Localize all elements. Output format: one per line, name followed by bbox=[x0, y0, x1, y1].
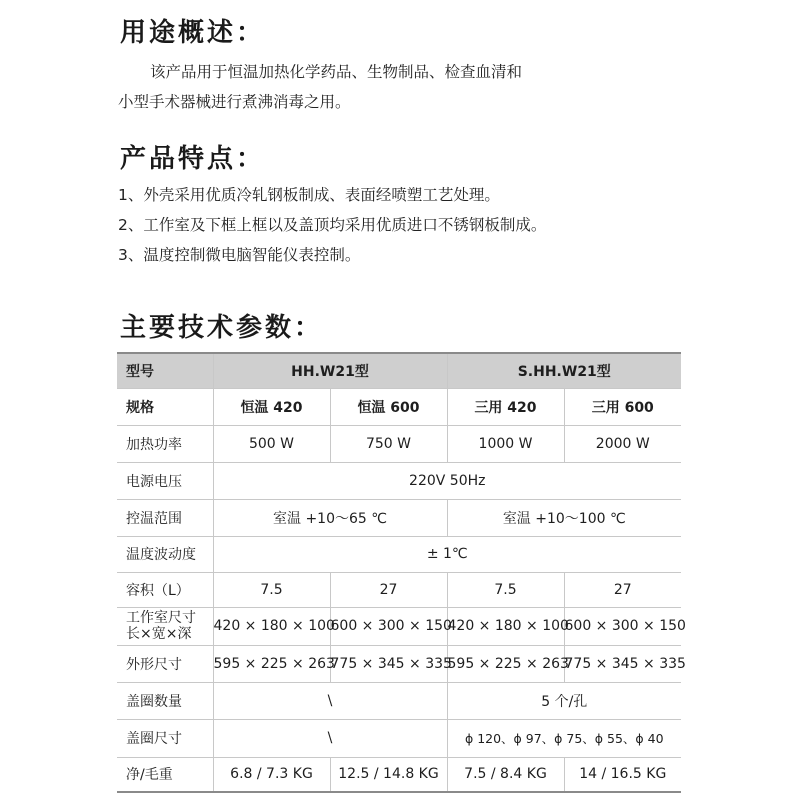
table-cell: 420 × 180 × 100 bbox=[213, 607, 330, 645]
spec-label: 规格 bbox=[117, 388, 213, 425]
table-cell: 27 bbox=[564, 572, 681, 607]
table-cell: ± 1℃ bbox=[213, 536, 681, 572]
table-cell: 220V 50Hz bbox=[213, 462, 681, 499]
usage-heading: 用途概述： bbox=[120, 18, 266, 48]
table-cell: 595 × 225 × 263 bbox=[447, 645, 564, 682]
ring-count-label: 盖圈数量 bbox=[117, 682, 213, 719]
model-label: 型号 bbox=[117, 353, 213, 388]
table-row-ring-count bbox=[117, 682, 681, 719]
table-row-fluctuation bbox=[117, 536, 681, 572]
table-row-ring-size bbox=[117, 719, 681, 757]
temp-range-label: 控温范围 bbox=[117, 499, 213, 536]
model-a: HH.W21型 bbox=[213, 353, 447, 388]
table-row-chamber bbox=[117, 607, 681, 645]
table-cell: \ bbox=[213, 682, 447, 719]
outer-label: 外形尺寸 bbox=[117, 645, 213, 682]
table-cell: 5 个/孔 bbox=[447, 682, 681, 719]
table-row-volume bbox=[117, 572, 681, 607]
table-cell: 7.5 / 8.4 KG bbox=[447, 757, 564, 792]
table-cell: 595 × 225 × 263 bbox=[213, 645, 330, 682]
table-cell: 775 × 345 × 335 bbox=[330, 645, 447, 682]
weight-label: 净/毛重 bbox=[117, 757, 213, 792]
table-cell: 12.5 / 14.8 KG bbox=[330, 757, 447, 792]
table-cell: 7.5 bbox=[213, 572, 330, 607]
features-heading: 产品特点： bbox=[120, 144, 266, 174]
features-list bbox=[118, 180, 546, 270]
table-cell: 1000 W bbox=[447, 425, 564, 462]
variant-cell: 三用 600 bbox=[564, 388, 681, 425]
chamber-label-line-2: 长×宽×深 bbox=[126, 626, 192, 642]
feature-item: 2、工作室及下框上框以及盖顶均采用优质进口不锈钢板制成。 bbox=[118, 216, 547, 234]
usage-paragraph bbox=[118, 57, 522, 117]
table-cell: 775 × 345 × 335 bbox=[564, 645, 681, 682]
chamber-label-line-1: 工作室尺寸 bbox=[126, 610, 196, 626]
volume-label: 容积（L） bbox=[117, 572, 213, 607]
table-cell: 2000 W bbox=[564, 425, 681, 462]
table-cell: 7.5 bbox=[447, 572, 564, 607]
ring-size-label: 盖圈尺寸 bbox=[117, 719, 213, 757]
variant-cell: 三用 420 bbox=[447, 388, 564, 425]
usage-paragraph-line-1: 该产品用于恒温加热化学药品、生物制品、检查血清和 bbox=[150, 63, 523, 81]
table-cell: 室温 +10～65 ℃ bbox=[213, 499, 447, 536]
fluctuation-label: 温度波动度 bbox=[117, 536, 213, 572]
table-cell: 420 × 180 × 100 bbox=[447, 607, 564, 645]
feature-item: 1、外壳采用优质冷轧钢板制成、表面经喷塑工艺处理。 bbox=[118, 186, 500, 204]
table-cell: 室温 +10～100 ℃ bbox=[447, 499, 681, 536]
specs-heading: 主要技术参数： bbox=[120, 313, 324, 343]
model-b: S.HH.W21型 bbox=[447, 353, 681, 388]
chamber-label bbox=[117, 607, 213, 645]
table-row-power bbox=[117, 425, 681, 462]
feature-item: 3、温度控制微电脑智能仪表控制。 bbox=[118, 246, 361, 264]
variant-cell: 恒温 600 bbox=[330, 388, 447, 425]
table-cell: 14 / 16.5 KG bbox=[564, 757, 681, 792]
table-cell: 500 W bbox=[213, 425, 330, 462]
table-cell: 750 W bbox=[330, 425, 447, 462]
table-cell: 600 × 300 × 150 bbox=[564, 607, 681, 645]
table-row-temp-range bbox=[117, 499, 681, 536]
variant-cell: 恒温 420 bbox=[213, 388, 330, 425]
table-row-outer bbox=[117, 645, 681, 682]
table-cell: \ bbox=[213, 719, 447, 757]
table-row-weight bbox=[117, 757, 681, 792]
table-cell: 600 × 300 × 150 bbox=[330, 607, 447, 645]
table-cell: ϕ 120、ϕ 97、ϕ 75、ϕ 55、ϕ 40 bbox=[447, 719, 681, 757]
table-cell: 27 bbox=[330, 572, 447, 607]
table-row-spec bbox=[117, 388, 681, 425]
spec-table bbox=[117, 352, 686, 793]
usage-paragraph-line-2: 小型手术器械进行煮沸消毒之用。 bbox=[118, 93, 351, 111]
table-row-voltage bbox=[117, 462, 681, 499]
table-row-model bbox=[117, 353, 681, 388]
power-label: 加热功率 bbox=[117, 425, 213, 462]
voltage-label: 电源电压 bbox=[117, 462, 213, 499]
table-cell: 6.8 / 7.3 KG bbox=[213, 757, 330, 792]
